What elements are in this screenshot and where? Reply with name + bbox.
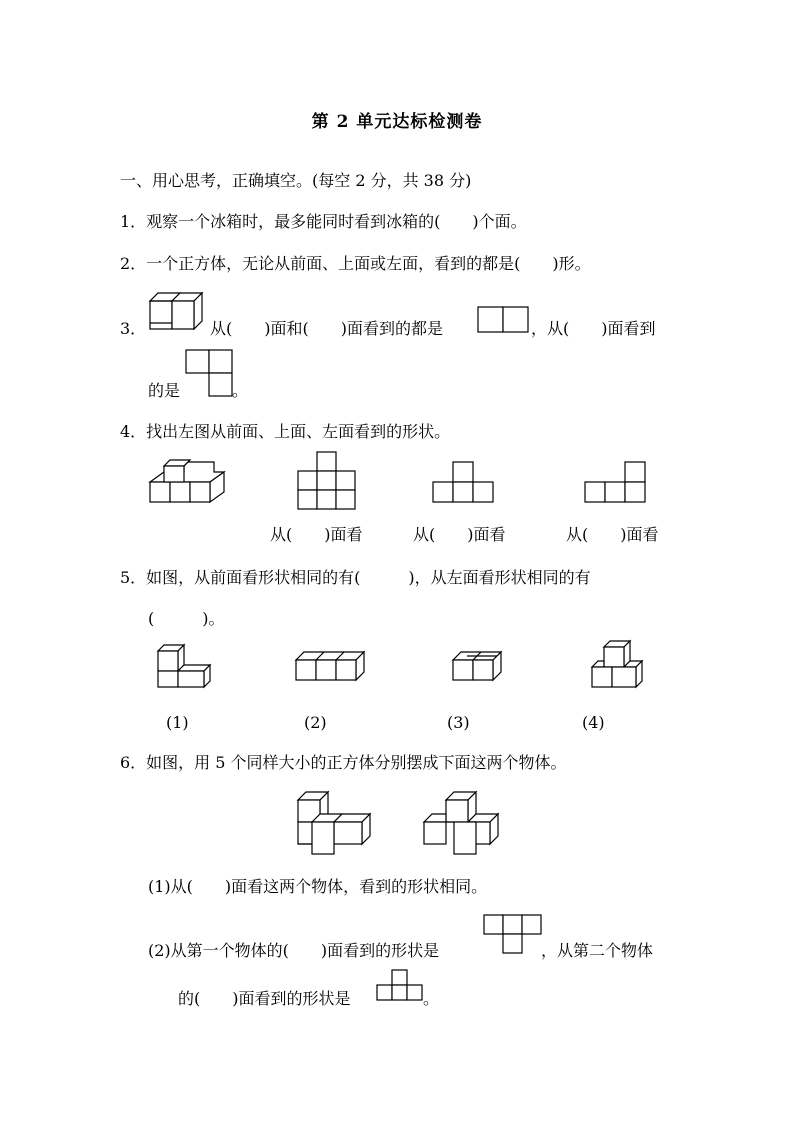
q6-small-shape xyxy=(377,970,427,1004)
q6-object-1 xyxy=(298,792,378,858)
question-1: 1．观察一个冰箱时，最多能同时看到冰箱的( )个面。 xyxy=(120,212,527,231)
q4-view-shape-1 xyxy=(298,452,358,512)
page-title: 第 2 单元达标检测卷 xyxy=(311,112,483,132)
question-3-number: 3． xyxy=(120,319,147,338)
question-6: 6．如图，用 5 个同样大小的正方体分别摆成下面这两个物体。 xyxy=(120,753,567,772)
question-3-part1: 从( )面和( )面看到的都是 xyxy=(210,319,443,338)
question-6-sub2-part-d: 。 xyxy=(423,989,440,1008)
question-6-sub2-part-a: (2)从第一个物体的( )面看到的形状是 xyxy=(148,941,440,960)
q6-object-2 xyxy=(424,792,504,858)
q6-t-shape xyxy=(484,915,544,957)
q5-figure-1 xyxy=(158,645,214,690)
question-2: 2．一个正方体，无论从前面、上面或左面，看到的都是( )形。 xyxy=(120,254,591,273)
q5-label-3: (3) xyxy=(447,713,470,732)
question-3-part3: 的是 xyxy=(148,381,181,400)
q4-label-3: 从( )面看 xyxy=(566,525,659,544)
q5-figure-3 xyxy=(453,652,509,684)
q4-label-1: 从( )面看 xyxy=(270,525,363,544)
question-5-line2: ( )。 xyxy=(148,609,225,628)
q5-label-2: (2) xyxy=(304,713,327,732)
question-6-sub1: (1)从( )面看这两个物体，看到的形状相同。 xyxy=(148,877,488,896)
q4-cube-stack-figure xyxy=(150,460,230,505)
q4-view-shape-2 xyxy=(433,462,495,504)
q4-label-2: 从( )面看 xyxy=(413,525,506,544)
q5-figure-2 xyxy=(296,652,368,684)
q5-label-4: (4) xyxy=(582,713,605,732)
question-3-part4: 。 xyxy=(232,381,249,400)
q5-label-1: (1) xyxy=(166,713,189,732)
q5-figure-4 xyxy=(592,641,648,691)
question-3-part2: ，从( )面看到 xyxy=(531,319,656,338)
section-heading: 一、用心思考，正确填空。(每空 2 分，共 38 分) xyxy=(120,171,472,190)
question-6-sub2-part-c: 的( )面看到的形状是 xyxy=(178,989,351,1008)
q3-l-shape xyxy=(186,350,234,398)
question-6-sub2-part-b: ，从第二个物体 xyxy=(541,941,654,960)
question-5-line1: 5．如图，从前面看形状相同的有( )，从左面看形状相同的有 xyxy=(120,568,591,587)
question-4: 4．找出左图从前面、上面、左面看到的形状。 xyxy=(120,422,451,441)
q4-view-shape-3 xyxy=(585,462,647,504)
q3-cube-figure xyxy=(150,293,210,333)
q3-two-squares-shape xyxy=(478,307,530,333)
